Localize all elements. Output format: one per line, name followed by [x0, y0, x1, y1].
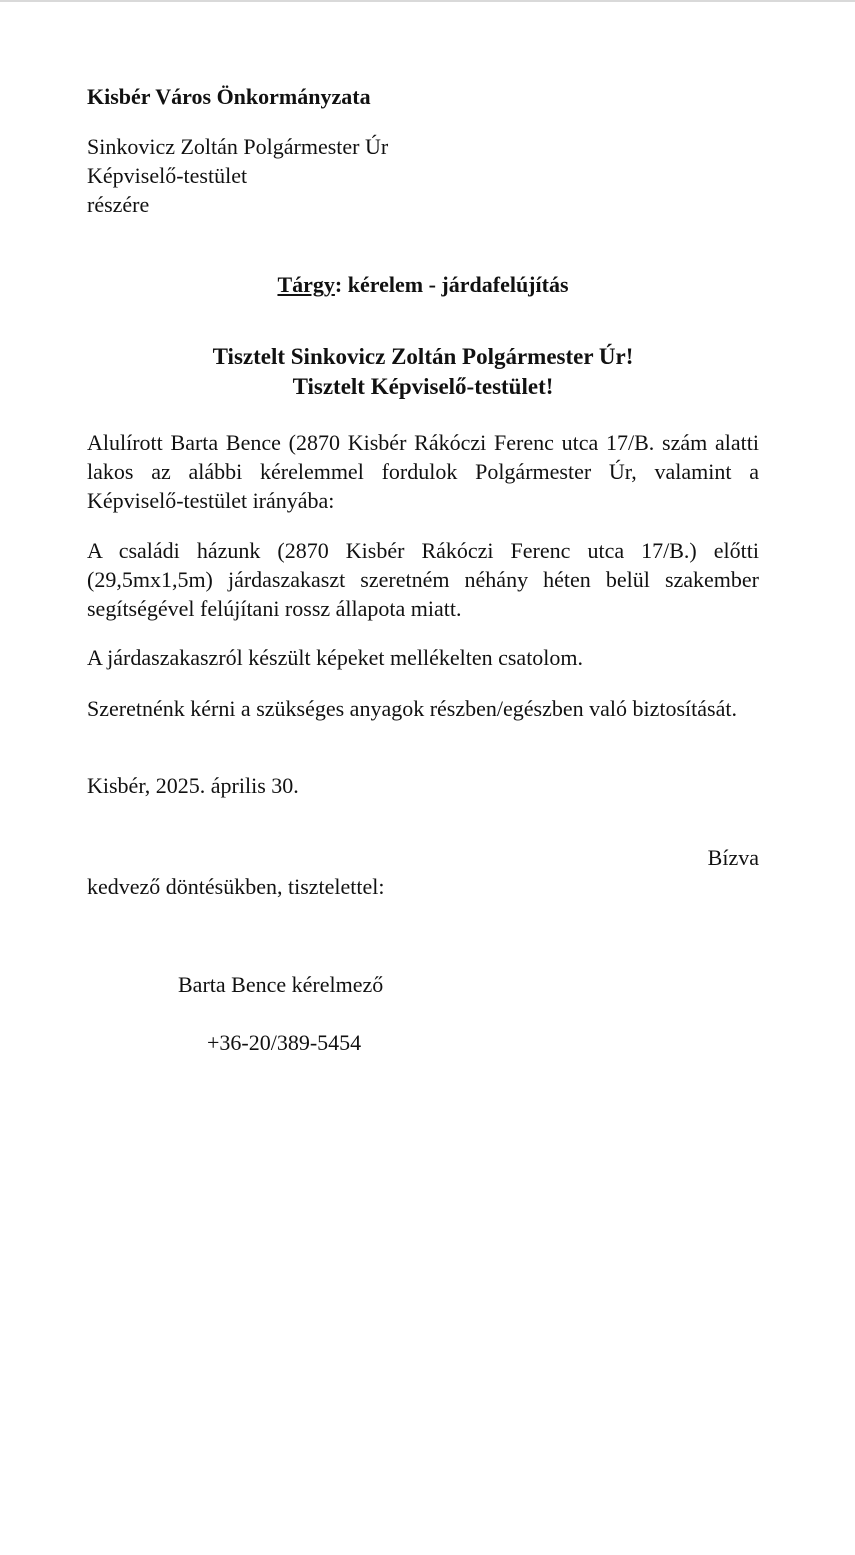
salutation-mayor: Tisztelt Sinkovicz Zoltán Polgármester Úr! [212, 344, 634, 369]
phone-number: +36-20/389-5454 [207, 1030, 362, 1055]
paragraph-introduction: Alulírott Barta Bence (2870 Kisbér Rákóczi Ferenc utca 17/B. szám alatti lakos az alábbi kérelemmel fordulok Polgármester Úr, valamint a Képviselő-testület irányába: [87, 430, 759, 513]
paragraph-materials: Szeretnénk kérni a szükséges anyagok részben/egészben való biztosítását. [87, 696, 737, 721]
page-top-edge [0, 0, 855, 2]
organization-heading: Kisbér Város Önkormányzata [87, 84, 371, 109]
paragraph-attachment: A járdaszakaszról készült képeket mellékelten csatolom. [87, 645, 584, 670]
place-date: Kisbér, 2025. április 30. [87, 773, 299, 798]
recipient-name: Sinkovicz Zoltán Polgármester Úr [87, 134, 389, 159]
closing-right: Bízva [707, 845, 759, 870]
subject-text: kérelem - járdafelújítás [342, 272, 569, 297]
paragraph-request: A családi házunk (2870 Kisbér Rákóczi Ferenc utca 17/B.) előtti (29,5mx1,5m) járdaszakaszt szeretném néhány héten belül szakember segítségével felújítani rossz állapota miatt. [87, 538, 759, 621]
salutation-council: Tisztelt Képviselő-testület! [292, 374, 554, 399]
subject-line [87, 270, 759, 299]
subject-separator: : [334, 272, 343, 297]
recipient-suffix: részére [87, 192, 150, 217]
salutation-block [87, 342, 759, 402]
closing-left: kedvező döntésükben, tisztelettel: [87, 874, 385, 899]
recipient-block [87, 132, 759, 219]
recipient-body: Képviselő-testület [87, 163, 248, 188]
signature: Barta Bence kérelmező [178, 972, 384, 997]
subject-label: Tárgy [277, 272, 335, 297]
